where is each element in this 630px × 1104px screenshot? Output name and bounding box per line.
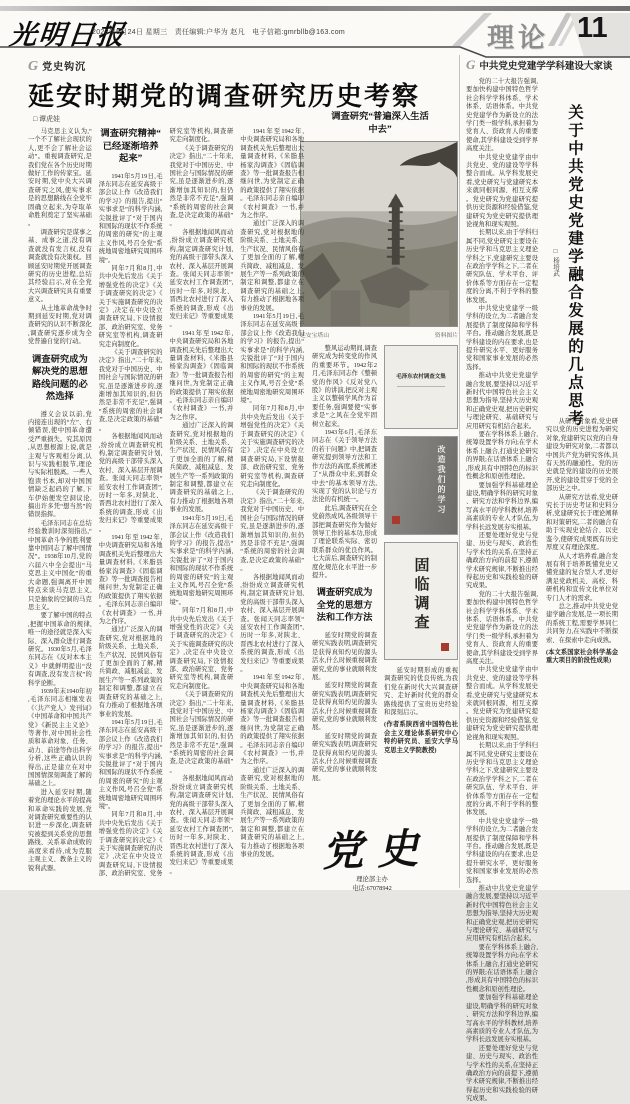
red-seal-icon: [392, 516, 400, 524]
body-section-3: [99, 128, 304, 888]
right-body-a: [466, 78, 538, 1104]
body-paragraph: 各根据地闻风而动,纷纷成立调查研究机构,制定调查研究计划,党的高级干部带头深入农村、深入基层开展调查。张闻天同志率领“延安农村工作调查团”,历时一年多,对陕北、晋西北农村进行了深入系统的调查,形成《出发归来记》等重要成果。: [169, 775, 234, 875]
body-paragraph: 1939年末1940年初,毛泽东同志相继发表《〈共产党人〉发刊词》《中国革命和中国共产党》《新民主主义论》等著作,对中国社会性质和革命对象、任务、动力、前途等作出科学分析,这些正确认识的得出,正是建立在对中国国情深刻调查了解的基础之上。: [28, 687, 92, 788]
vertical-divider: [459, 55, 460, 888]
body-paragraph: 要加强学科基础理论建设,明确学科的研究对象、研究方法和学科边界,编写高水平的学科教材,培养高素质的专业人才队伍,为学科长远发展夯实根基。: [466, 481, 538, 531]
left-article-subhead-4: 调查研究成为全党的思想方法和工作方法: [316, 588, 373, 624]
photo-caption-left: 延安宝塔山: [300, 333, 329, 339]
book-cover-reform-our-study: [384, 436, 458, 535]
body-section-5b: [312, 632, 377, 783]
body-paragraph: 党的二十大报告强调,要加快构建中国特色哲学社会科学学科体系、学术体系、话语体系。中共党史党建学作为新设立的法学门类一级学科,承担着为党育人、资政育人的重要使命,其学科建设受到学界高度关注。: [466, 590, 538, 666]
photo-caption: [300, 330, 458, 339]
right-article-column-a: [466, 78, 538, 1103]
body-paragraph: 延安时期党的调查研究实践表明,调查研究是获得真知灼见的源头活水,什么时候重视调查研究,党的事业就顺利发展。: [312, 631, 377, 681]
body-paragraph: 中共党史党建学一级学科的设立,为二者融合发展提供了制度保障和学科平台。推动融合发展,既是学科建设的内在要求,也是提升研究水平、更好服务党和国家事业发展的必然选择。: [466, 304, 538, 371]
body-paragraph: 要在学科体系上融合,统筹设置学科方向;在学术体系上融合,打通史论研究的界限;在话语体系上融合,形成具有中国特色的标识性概念和原创性理论。: [466, 943, 538, 993]
body-paragraph: 遵义会议以前,党内接连出现的“左”、右倾错误,使中国革命遭受严重损失。究其原因,从思想根源上说,就是主观与客观相分离,认识与实践相脱节,理论与实际相脱离。一些人饱读书本,却对中国国情缺乏起码的了解,下车伊始便发空洞议论,搞出许多凭“想当然”的错误指挥。: [28, 410, 92, 519]
body-paragraph: 同年7月和8月,中共中央先后发出《关于增强党性的决定》《关于调查研究的决定》《关于实施调查研究的决定》,决定在中央设立调查研究局,下设情报部、政治研究室、党务研究室等机构,调查研究走向制度化。: [240, 405, 304, 489]
body-paragraph: 中共党史党建学由中共党史、党的建设等学科整合而成。从学科发展史看,党史研究与党建研究本来就同根同源、相互支撑。党史研究为党建研究提供历史资源和经验借鉴,党建研究为党史研究提供理论视角和现实观照。: [466, 153, 538, 228]
left-article-body-columns: [28, 128, 304, 888]
body-paragraph: 《关于调查研究的决定》指出,“二十年来,我党对于中国历史、中国社会与国际情况的研究,虽是逐渐进步的,逐渐增加其知识的,但仍然是非常不充足”,强调“系统的周密的社会调查,是决定政策的基础”。: [98, 349, 163, 432]
body-paragraph: 调查研究是谋事之基、成事之道,没有调查就没有发言权,没有调查就没有决策权。回顾延安时期党开展调查研究的历史进程,总结其经验启示,对在全党大兴调查研究具有重要意义。: [28, 228, 92, 304]
body-paragraph: 同年7月和8月,中共中央先后发出《关于增强党性的决定》《关于调查研究的决定》《关于实施调查研究的决定》,决定在中央设立调查研究局,下设情报部、政治研究室、党务研究室等机构,调查研究走向制度化。: [98, 128, 234, 878]
book-cover-mao-rural-survey: [384, 345, 458, 429]
body-paragraph: 进入延安时期,随着党的理论水平的提高和革命实践的发展,党对调查研究重要性的认识进一步深化,调查研究被提到关系党的思想路线、关系革命成败的高度来看待,成为克服主观主义、教条主义的锐利武器。: [28, 788, 92, 872]
red-seal-icon: [441, 643, 449, 651]
body-paragraph: 通过广泛深入的调查研究,党对根据地的阶级关系、土地关系、生产状况、民情风俗有了更加全面的了解,精兵简政、减租减息、发展生产等一系列政策的制定和调整,都建立在调查研究的基础之上,有力推动了根据地各项事业的发展。: [240, 766, 304, 858]
body-paragraph: 长期以来,由于学科归属不同,党史研究主要设在历史学和马克思主义理论学科之下,党建研究主要设在政治学学科之下,二者在研究队伍、学术平台、评价体系等方面存在一定程度的分离,不利于学科的整体发展。: [466, 742, 538, 817]
right-column-label: [466, 56, 612, 74]
body-paragraph: 要加强学科基础理论建设,明确学科的研究对象、研究方法和学科边界,编写高水平的学科教材,培养高素质的专业人才队伍,为学科长远发展夯实根基。: [466, 994, 538, 1044]
body-paragraph: 1941年至1942年,中央调查研究局和各地调查机关先后整理出大量调查材料,《米脂县杨家沟调查》《固临调查》等一批调查报告相继问世,为党制定正确的政策提供了翔实依据。毛泽东同志亲自编印《农村调查》一书,并为之作序。: [240, 128, 304, 220]
body-paragraph: 1941年5月19日,毛泽东同志在延安高级干部会议上作《改造我们的学习》的报告,提出“实事求是”的科学内涵,尖锐批评了“对于国内和国际的现状不作系统的周密的研究”的主观主义作风,号召全党“系统地周密地研究周围环境”。: [240, 312, 304, 404]
g-logo-icon: G: [28, 59, 39, 74]
body-paragraph: 通过广泛深入的调查研究,党对根据地的阶级关系、土地关系、生产状况、民情风俗有了更加全面的了解,精兵简政、减租减息、发展生产等一系列政策的制定和调整,都建立在调查研究的基础之上,有力推动了根据地各项事业的发展。: [98, 626, 163, 718]
left-article-affiliation: (作者系陕西省中国特色社会主义理论体系研究中心特约研究员、延安大学马克思主义学院教授): [384, 721, 458, 754]
left-column-label-text: 党史钩沉: [42, 62, 87, 73]
right-article-column-b: [546, 418, 618, 886]
body-paragraph: 要在学科体系上融合,统筹设置学科方向;在学术体系上融合,打通史论研究的界限;在话语体系上融合,形成具有中国特色的标识性概念和原创性理论。: [466, 431, 538, 481]
body-paragraph: 1941年至1942年,中央调查研究局和各地调查机关先后整理出大量调查材料,《米脂县杨家沟调查》《固临调查》等一批调查报告相继问世,为党制定正确的政策提供了翔实依据。毛泽东同志亲自编印《农村调查》一书,并为之作序。: [240, 674, 304, 766]
body-paragraph: 《关于调查研究的决定》指出,“二十年来,我党对于中国历史、中国社会与国际情况的研究,虽是逐渐进步的,逐渐增加其知识的,但仍然是非常不充足”,强调“系统的周密的社会调查,是决定政策的基础”。: [169, 144, 234, 228]
body-paragraph: 各根据地闻风而动,纷纷成立调查研究机构,制定调查研究计划,党的高级干部带头深入农村、深入基层开展调查。张闻天同志率领“延安农村工作调查团”,历时一年多,对陕北、晋西北农村进行了深入系统的调查,形成《出发归来记》等重要成果。: [169, 228, 234, 329]
body-paragraph: 《关于调查研究的决定》指出,“二十年来,我党对于中国历史、中国社会与国际情况的研究,虽是逐渐进步的,逐渐增加其知识的,但仍然是非常不充足”,强调“系统的周密的社会调查,是决定政策的基础”。: [169, 691, 234, 774]
section-name: 理论: [487, 23, 549, 53]
body-section-2: [28, 411, 92, 873]
body-paragraph: 总之,推动中共党史党建学融合发展,是一项长期的系统工程,需要学界同仁共同努力,在实践中不断探索、在探索中走向成熟。: [546, 602, 618, 644]
body-paragraph: 延安时期党的调查研究实践表明,调查研究是获得真知灼见的源头活水,什么时候重视调查研究,党的事业就顺利发展。: [312, 682, 377, 732]
body-paragraph: 《关于调查研究的决定》指出,“二十年来,我党对于中国历史、中国社会与国际情况的研究,虽是逐渐进步的,逐渐增加其知识的,但仍然是非常不充足”,强调“系统的周密的社会调查,是决定政策的基础”。: [240, 489, 304, 573]
right-body-b: [546, 418, 618, 645]
body-paragraph: 要了解中国的特点,把握中国革命的规律,唯一的途径就是深入实际、深入群众进行调查研究。1930年5月,毛泽东同志在《反对本本主义》中就鲜明提出“没有调查,没有发言权”的科学论断。: [28, 612, 92, 687]
section-footer: [292, 817, 452, 893]
right-article-note: (本文系国家社会科学基金重大项目的阶段性成果): [546, 648, 618, 665]
body-paragraph: 毛泽东同志在总结经验教训时深刻指出,“中国革命斗争的胜利要靠中国同志了解中国情况”。1938年10月,党的六届六中全会提出“马克思主义中国化”的重大命题,强调离开中国特点来谈马克思主义,只是抽象的空洞的马克思主义。: [28, 519, 92, 611]
left-article-author: □ 谭虎娃: [33, 115, 60, 123]
body-paragraph: 1943年6月,毛泽东同志在《关于领导方法的若干问题》中,把调查研究提到领导方法和工作方法的高度,系统阐述了“从群众中来,到群众中去”的基本领导方法,实现了党的认识论与方法论的有机统一。: [312, 429, 377, 504]
body-paragraph: 从土地革命战争时期到延安时期,党对调查研究的认识不断深化,调查研究逐步成为全党普遍自觉的行动。: [28, 304, 92, 346]
body-paragraph: 中共党史党建学一级学科的设立,为二者融合发展提供了制度保障和学科平台。推动融合发展,既是学科建设的内在要求,也是提升研究水平、更好服务党和国家事业发展的必然选择。: [466, 817, 538, 884]
body-paragraph: 延安时期党的调查研究实践表明,调查研究是获得真知灼见的源头活水,什么时候重视调查研究,党的事业就顺利发展。: [312, 732, 377, 782]
yanan-pagoda-photo: [300, 141, 458, 327]
book-cover-gulin-survey: [384, 542, 458, 660]
body-paragraph: 中共党史党建学由中共党史、党的建设等学科整合而成。从学科发展史看,党史研究与党建研究本来就同根同源、相互支撑。党史研究为党建研究提供历史资源和经验借鉴,党建研究为党史研究提供理论视角和现实观照。: [466, 666, 538, 741]
date-line: 2023年5月24日 星期三 责任编辑:户华为 赵凡 电子信箱:gmrbllb@163.com: [92, 29, 346, 36]
dangshi-calligraphy-logo: 党史: [321, 824, 433, 875]
g-logo-icon: G: [466, 57, 476, 72]
body-paragraph: 通过广泛深入的调查研究,党对根据地的阶级关系、土地关系、生产状况、民情风俗有了更加全面的了解,精兵简政、减租减息、发展生产等一系列政策的制定和调整,都建立在调查研究的基础之上,有力推动了根据地各项事业的发展。: [240, 220, 304, 312]
photo-caption-right: 资料图片: [434, 333, 458, 339]
left-article-subhead-3: 调查研究“普遍深入生活中去”: [331, 112, 429, 135]
footer-phone: 电话:67078942: [352, 884, 392, 892]
body-paragraph: 推动中共党史党建学融合发展,要坚持以习近平新时代中国特色社会主义思想为指导,坚持大历史观和正确党史观,把历史研究与理论研究、基础研究与应用研究有机结合起来。: [466, 885, 538, 943]
body-paragraph: 整风运动期间,调查研究成为转变党的作风的重要环节。1942年2月,毛泽东同志作《整顿党的作风》《反对党八股》的讲演,把反对主观主义以整顿学风作为首要任务,强调要使“实事求是”之风在全党牢固树立起来。: [312, 345, 377, 428]
paper-logo: 光明日报: [8, 20, 128, 50]
left-article-title: 延安时期党的调查研究历史考察: [28, 82, 421, 111]
body-paragraph: 长期以来,由于学科归属不同,党史研究主要设在历史学和马克思主义理论学科之下,党建研究主要设在政治学学科之下,二者在研究队伍、学术平台、评价体系等方面存在一定程度的分离,不利于学科的整体发展。: [466, 229, 538, 304]
body-paragraph: 1941年5月19日,毛泽东同志在延安高级干部会议上作《改造我们的学习》的报告,提出“实事求是”的科学内涵,尖锐批评了“对于国内和国际的现状不作系统的周密的研究”的主观主义作风,号召全党“系统地周密地研究周围环境”。: [98, 172, 163, 264]
body-paragraph: 从人才培养看,融合发展有利于培养既懂党史又懂党建的复合型人才,更好满足党政机关、高校、科研机构和宣传文化单位对专门人才的需求。: [546, 552, 618, 602]
right-column-label-text: 中共党史党建学学科建设大家谈: [479, 62, 613, 72]
body-paragraph: 从研究对象看,党史研究以党的历史进程为研究对象,党建研究以党的自身建设为研究对象,二者都以中国共产党为研究客体,具有天然的融通性。党的历史就是党的建设的历史展开,党的建设贯穿于党的全部历史之中。: [546, 418, 618, 493]
body-section-6: [384, 667, 458, 717]
body-paragraph: 延安时期形成的重视调查研究的优良传统,为我们党在新时代大兴调查研究、走好新时代党的群众路线提供了宝贵历史经验和深刻启示。: [384, 667, 458, 717]
body-section-1: [28, 128, 92, 347]
left-article-column-6: [384, 345, 458, 815]
body-paragraph: 党的二十大报告强调,要加快构建中国特色哲学社会科学学科体系、学术体系、话语体系。中共党史党建学作为新设立的法学门类一级学科,承担着为党育人、资政育人的重要使命,其学科建设受到学界高度关注。: [466, 78, 538, 153]
left-article-subhead-1: 调查研究成为解决党的思想路线问题的必然选择: [31, 354, 88, 403]
body-paragraph: 通过广泛深入的调查研究,党对根据地的阶级关系、土地关系、生产状况、民情风俗有了更加全面的了解,精兵简政、减租减息、发展生产等一系列政策的制定和调整,都建立在调查研究的基础之上,有力推动了根据地各项事业的发展。: [169, 422, 234, 514]
body-paragraph: 各根据地闻风而动,纷纷成立调查研究机构,制定调查研究计划,党的高级干部带头深入农村、深入基层开展调查。张闻天同志率领“延安农村工作调查团”,历时一年多,对陕北、晋西北农村进行了深入系统的调查,形成《出发归来记》等重要成果。: [98, 433, 163, 533]
right-article-title: 关于中共党史党建学融合发展的几点思考: [566, 104, 583, 428]
book-cover-2-title: 改造我们的学习: [437, 445, 446, 515]
body-paragraph: 同年7月和8月,中共中央先后发出《关于增强党性的决定》《关于调查研究的决定》《关于实施调查研究的决定》,决定在中央设立调查研究局,下设情报部、政治研究室、党务研究室等机构,调查研究走向制度化。: [169, 607, 234, 690]
body-section-5a: [312, 345, 377, 580]
page-number: 11: [577, 12, 608, 44]
body-paragraph: 同年7月和8月,中共中央先后发出《关于增强党性的决定》《关于调查研究的决定》《关于实施调查研究的决定》,决定在中央设立调查研究局,下设情报部、政治研究室、党务研究室等机构,调查研究走向制度化。: [98, 264, 163, 348]
right-article-author: □ 杨培武: [552, 248, 559, 277]
body-paragraph: 1941年至1942年,中央调查研究局和各地调查机关先后整理出大量调查材料,《米脂县杨家沟调查》《固临调查》等一批调查报告相继问世,为党制定正确的政策提供了翔实依据。毛泽东同志亲自编印《农村调查》一书,并为之作序。: [169, 329, 234, 421]
body-paragraph: 1941年5月19日,毛泽东同志在延安高级干部会议上作《改造我们的学习》的报告,提出“实事求是”的科学内涵,尖锐批评了“对于国内和国际的现状不作系统的周密的研究”的主观主义作风,号召全党“系统地周密地研究周围环境”。: [169, 514, 234, 606]
body-paragraph: 还要处理好党史与党建、历史与现实、政治性与学术性的关系,在坚持正确政治方向的前提下,遵循学术研究规律,不断推出经得起历史和实践检验的研究成果。: [466, 531, 538, 590]
body-paragraph: 此后,调查研究在全党蔚然成风,各级领导干部把调查研究作为做好领导工作的基本功,形成了理论联系实际、密切联系群众的优良作风。七大前后,调查研究的制度化规范化水平进一步提升。: [312, 504, 377, 579]
book-cover-1-rule: [397, 386, 445, 387]
book-cover-3-title: 固临调查: [412, 557, 429, 633]
book-cover-1-title: 毛泽东农村调查文集: [396, 374, 446, 380]
body-paragraph: 从研究方法看,党史研究长于历史考证和史料分析,党建研究长于理论阐释和对策研究,二者的融合有助于实现史论结合、以史鉴今,使研究成果既有历史厚度又有理论深度。: [546, 493, 618, 552]
body-paragraph: 马克思主义认为,“一个不了解社会现状的人,更不会了解社会运动”。重视调查研究,是我们党在各个历史时期做好工作的传家宝。延安时期,党中央大兴调查研究之风,使实事求是的思想路线在全党牢固确立起来,为夺取革命胜利奠定了坚实基础。: [28, 128, 92, 228]
body-paragraph: 推动中共党史党建学融合发展,要坚持以习近平新时代中国特色社会主义思想为指导,坚持大历史观和正确党史观,把历史研究与理论研究、基础研究与应用研究有机结合起来。: [466, 372, 538, 430]
left-article-column-5: [312, 345, 377, 811]
body-paragraph: 1941年至1942年,中央调查研究局和各地调查机关先后整理出大量调查材料,《米脂县杨家沟调查》《固临调查》等一批调查报告相继问世,为党制定正确的政策提供了翔实依据。毛泽东同志亲自编印《农村调查》一书,并为之作序。: [98, 533, 163, 626]
left-column-label: [28, 57, 86, 75]
body-paragraph: 还要处理好党史与党建、历史与现实、政治性与学术性的关系,在坚持正确政治方向的前提下,遵循学术研究规律,不断推出经得起历史和实践检验的研究成果。: [466, 1044, 538, 1103]
body-paragraph: 各根据地闻风而动,纷纷成立调查研究机构,制定调查研究计划,党的高级干部带头深入农村、深入基层开展调查。张闻天同志率领“延安农村工作调查团”,历时一年多,对陕北、晋西北农村进行了深入系统的调查,形成《出发归来记》等重要成果。: [240, 573, 304, 673]
body-paragraph: 1941年5月19日,毛泽东同志在延安高级干部会议上作《改造我们的学习》的报告,提出“实事求是”的科学内涵,尖锐批评了“对于国内和国际的现状不作系统的周密的研究”的主观主义作风,号召全党“系统地周密地研究周围环境”。: [98, 718, 163, 810]
footer-organizer: 理论部主办: [356, 876, 388, 883]
left-article-subhead-2: 调查研究精神“已经逐渐培养起来”: [100, 129, 161, 164]
